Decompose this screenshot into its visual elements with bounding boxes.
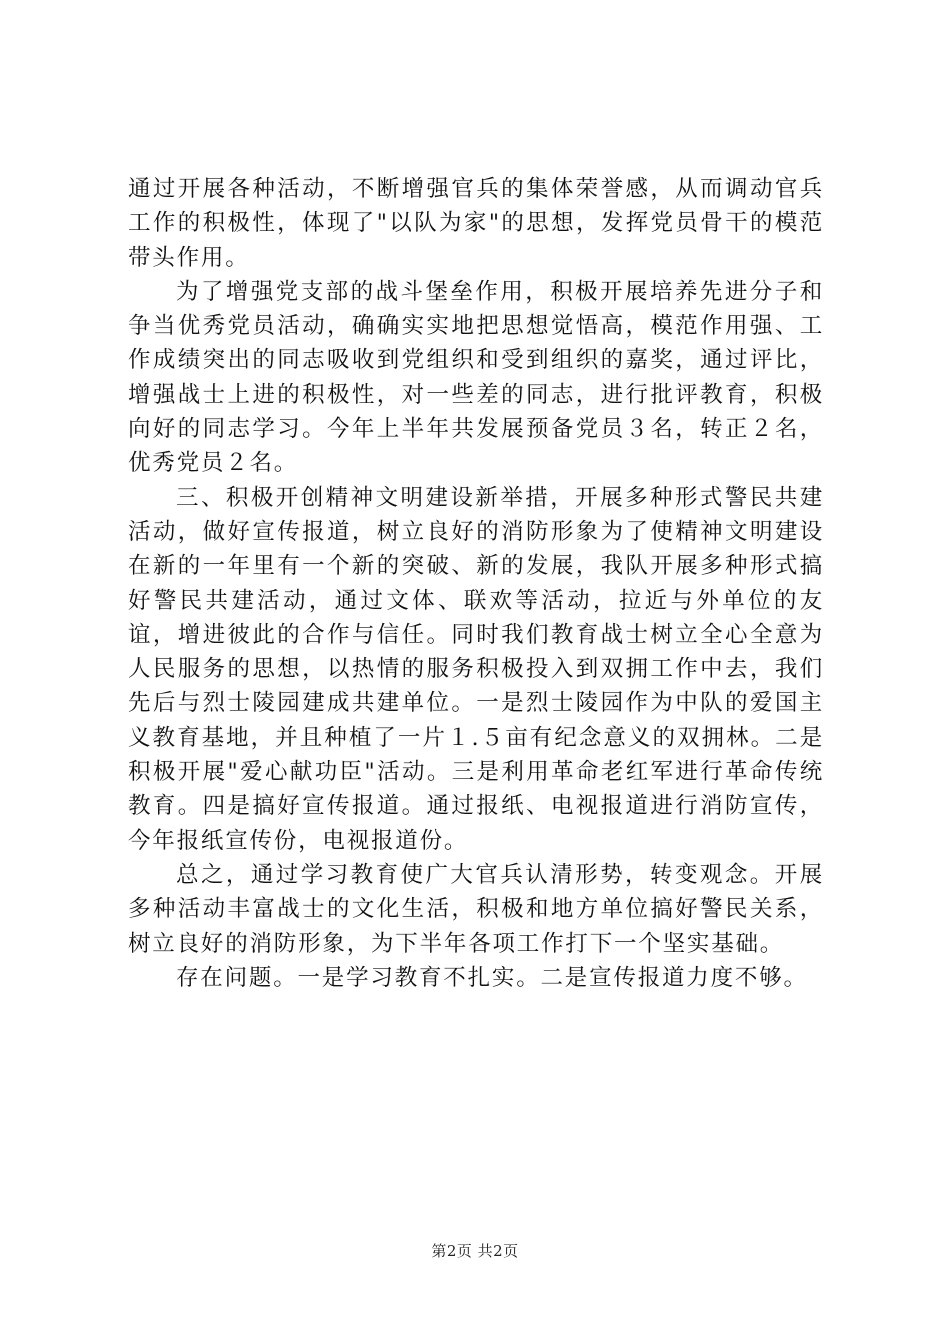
page-number-footer: 第2页 共2页 xyxy=(431,1242,519,1260)
paragraph-party-branch: 为了增强党支部的战斗堡垒作用，积极开展培养先进分子和争当优秀党员活动，确确实实地把思想觉悟高，模范作用强、工作成绩突出的同志吸收到党组织和受到组织的嘉奖，通过评比，增强战士上进的积极性，对一些差的同志，进行批评教育，积极向好的同志学习。今年上半年共发展预备党员３名，转正２名，优秀党员２名。 xyxy=(128,278,824,477)
paragraph-continuation: 通过开展各种活动，不断增强官兵的集体荣誉感，从而调动官兵工作的积极性，体现了"以队为家"的思想，发挥党员骨干的模范带头作用。 xyxy=(128,176,824,271)
document-body xyxy=(128,172,824,995)
paragraph-spiritual-civilization: 三、积极开创精神文明建设新举措，开展多种形式警民共建活动，做好宣传报道，树立良好的消防形象为了使精神文明建设在新的一年里有一个新的突破、新的发展，我队开展多种形式搞好警民共建活动，通过文体、联欢等活动，拉近与外单位的友谊，增进彼此的合作与信任。同时我们教育战士树立全心全意为人民服务的思想，以热情的服务积极投入到双拥工作中去，我们先后与烈士陵园建成共建单位。一是烈士陵园作为中队的爱国主义教育基地，并且种植了一片１.５亩有纪念意义的双拥林。二是积极开展"爱心献功臣"活动。三是利用革命老红军进行革命传统教育。四是搞好宣传报道。通过报纸、电视报道进行消防宣传，今年报纸宣传份，电视报道份。 xyxy=(128,484,824,854)
paragraph-summary: 总之，通过学习教育使广大官兵认清形势，转变观念。开展多种活动丰富战士的文化生活，积极和地方单位搞好警民关系，树立良好的消防形象，为下半年各项工作打下一个坚实基础。 xyxy=(128,861,824,957)
paragraph-problems: 存在问题。一是学习教育不扎实。二是宣传报道力度不够。 xyxy=(176,964,808,991)
